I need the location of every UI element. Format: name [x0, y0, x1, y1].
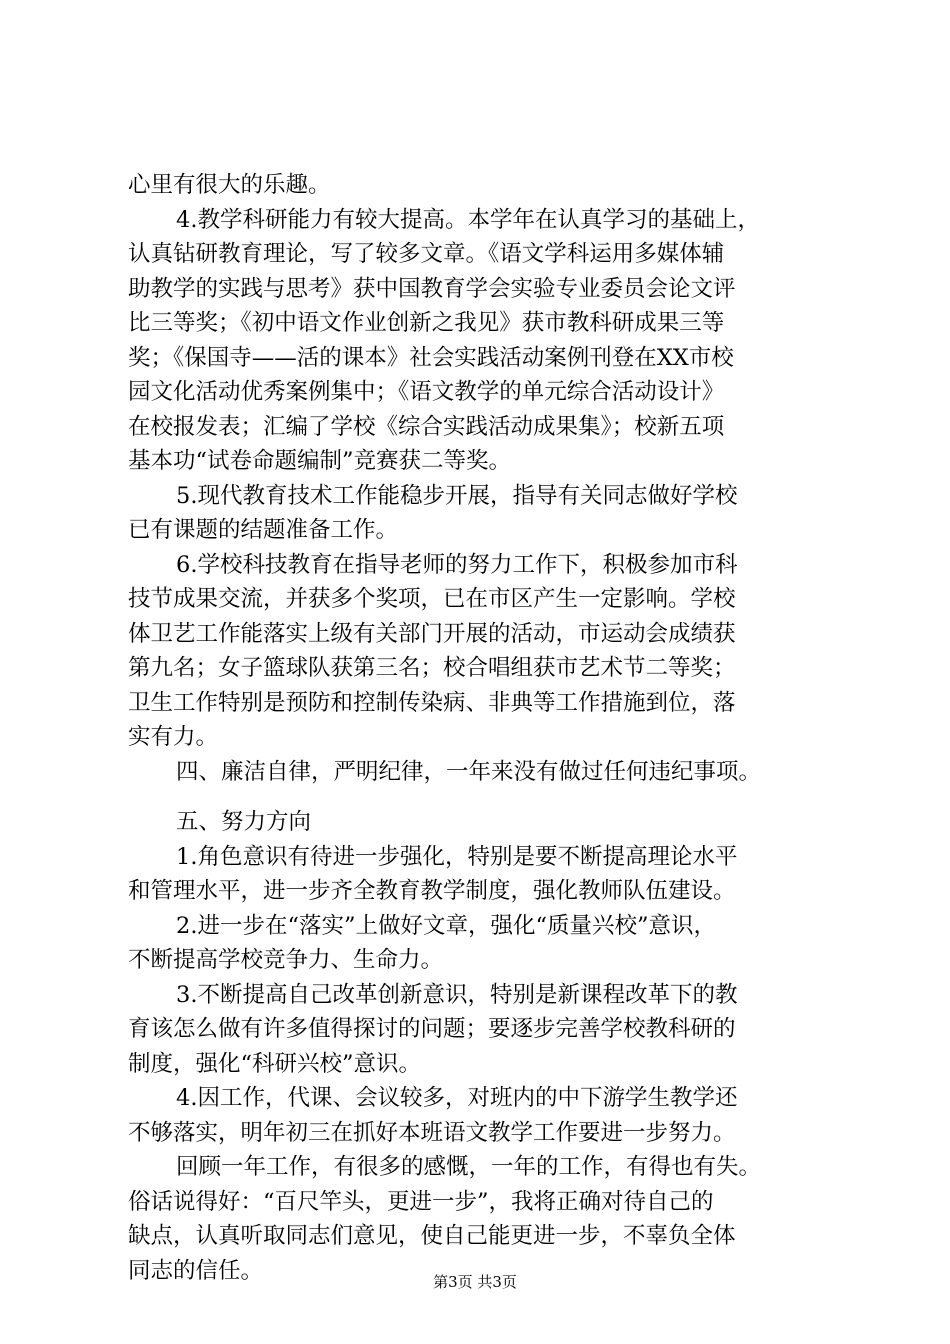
text-line: 在校报发表；汇编了学校《综合实践活动成果集》；校新五项: [128, 413, 725, 440]
text-line: 心里有很大的乐趣。: [128, 172, 331, 198]
paragraph: [128, 1150, 840, 1288]
document-body: [128, 168, 840, 1288]
text-line: 奖；《保国寺——活的课本》社会实践活动案例刊登在XX市校: [128, 344, 734, 371]
page-number: 第3页 共3页: [433, 1273, 517, 1291]
text-line: 已有课题的结题准备工作。: [128, 517, 399, 543]
paragraph-gap: [128, 789, 840, 805]
text-line: 比三等奖；《初中语文作业创新之我见》获市教科研成果三等: [128, 310, 725, 336]
text-line: 四、廉洁自律，严明纪律，一年来没有做过任何违纪事项。: [176, 758, 762, 785]
paragraph: [128, 909, 840, 978]
paragraph: [128, 203, 840, 479]
text-line: 实有力。: [128, 724, 219, 750]
paragraph: [128, 840, 840, 909]
text-line: 4.教学科研能力有较大提高。本学年在认真学习的基础上，: [176, 206, 760, 233]
paragraph: [128, 978, 840, 1082]
text-line: 园文化活动优秀案例集中；《语文教学的单元综合活动设计》: [128, 379, 725, 405]
paragraph: [128, 1081, 840, 1150]
text-line: 五、努力方向: [176, 809, 312, 835]
text-line: 认真钻研教育理论，写了较多文章。《语文学科运用多媒体辅: [128, 241, 725, 267]
page-footer: [0, 1272, 950, 1292]
text-line: 5.现代教育技术工作能稳步开展，指导有关同志做好学校: [176, 482, 738, 509]
paragraph: [128, 168, 840, 203]
text-line: 第九名；女子篮球队获第三名；校合唱组获市艺术节二等奖；: [128, 655, 736, 681]
text-line: 1.角色意识有待进一步强化，特别是要不断提高理论水平: [176, 843, 738, 870]
text-line: 不够落实，明年初三在抓好本班语文教学工作要进一步努力。: [128, 1119, 736, 1146]
text-line: 4.因工作，代课、会议较多，对班内的中下游学生教学还: [176, 1085, 738, 1111]
text-line: 同志的信任。: [128, 1257, 264, 1284]
text-line: 6.学校科技教育在指导老师的努力工作下，积极参加市科: [176, 551, 738, 578]
paragraph: [128, 479, 840, 548]
paragraph: [128, 548, 840, 755]
text-line: 回顾一年工作，有很多的感慨，一年的工作，有得也有失。: [176, 1154, 762, 1180]
text-line: 不断提高学校竞争力、生命力。: [128, 947, 444, 973]
text-line: 缺点，认真听取同志们意见，使自己能更进一步，不辜负全体: [128, 1223, 736, 1249]
text-line: 助教学的实践与思考》获中国教育学会实验专业委员会论文评: [128, 275, 736, 302]
text-line: 基本功“试卷命题编制”竞赛获二等奖。: [128, 448, 512, 474]
text-line: 2.进一步在“落实”上做好文章，强化“质量兴校”意识，: [176, 912, 716, 939]
text-line: 育该怎么做有许多值得探讨的问题；要逐步完善学校教科研的: [128, 1016, 736, 1042]
text-line: 技节成果交流，并获多个奖项，已在市区产生一定影响。学校: [128, 586, 736, 612]
text-line: 制度，强化“科研兴校”意识。: [128, 1050, 422, 1077]
text-line: 体卫艺工作能落实上级有关部门开展的活动，市运动会成绩获: [128, 620, 736, 647]
text-line: 3.不断提高自己改革创新意识，特别是新课程改革下的教: [176, 981, 738, 1008]
text-line: 和管理水平，进一步齐全教育教学制度，强化教师队伍建设。: [128, 878, 736, 904]
paragraph: [128, 805, 840, 840]
text-line: 俗话说得好：“百尺竿头，更进一步”，我将正确对待自己的: [128, 1188, 714, 1215]
text-line: 卫生工作特别是预防和控制传染病、非典等工作措施到位，落: [128, 689, 736, 716]
paragraph: [128, 755, 840, 790]
